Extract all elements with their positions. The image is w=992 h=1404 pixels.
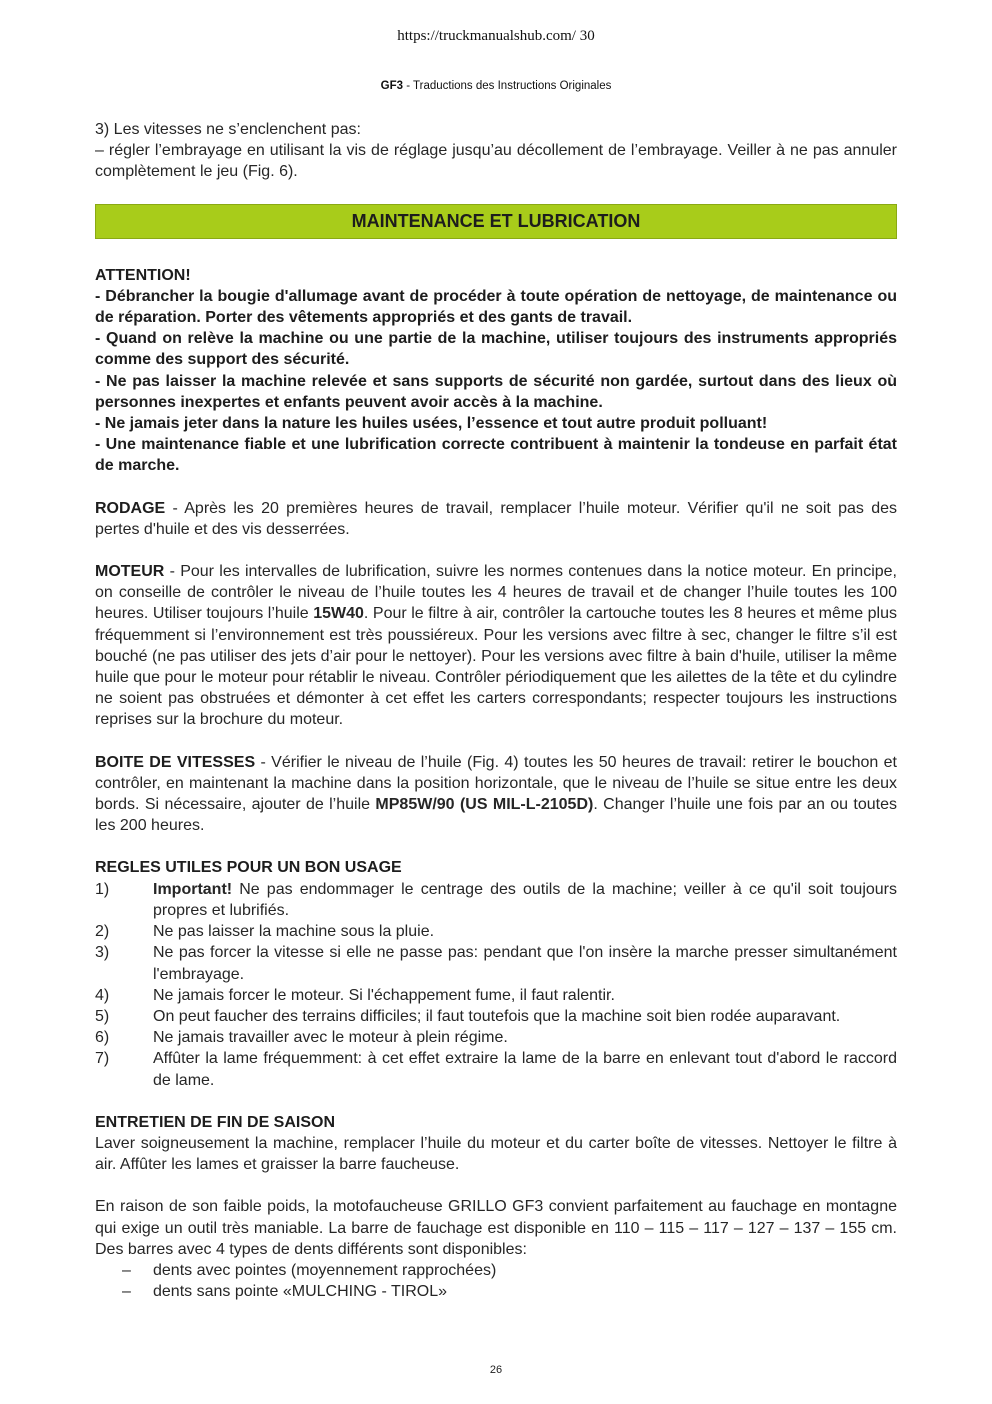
source-url: https://truckmanualshub.com/ 30 <box>397 28 595 44</box>
entretien-text: Laver soigneusement la machine, remplacer l’huile du moteur et du carter boîte de vitesses. Nettoyer le filtre à air. Affûter les lames et graisser la barre faucheuse. <box>95 1134 897 1174</box>
rodage-paragraph <box>95 498 897 540</box>
boite-oil: MP85W/90 (US MIL-L-2105D) <box>375 796 594 814</box>
item-text: Ne pas forcer la vitesse si elle ne passe pas: pendant que l'on insère la marche presser simultanément l'embrayage. <box>153 944 897 983</box>
item-text: Ne pas endommager le centrage des outils de la machine; veiller à ce qu'il soit toujours propres et lubrifiés. <box>153 880 897 919</box>
item-text: Ne jamais travailler avec le moteur à plein régime. <box>153 1029 508 1047</box>
dash-bullet: – <box>122 1261 131 1279</box>
attention-item: - Une maintenance fiable et une lubrification correcte contribuent à maintenir la tondeuse en parfait état de marche. <box>95 436 897 475</box>
attention-item: - Ne jamais jeter dans la nature les huiles usées, l’essence et tout autre produit polluant! <box>95 415 768 433</box>
list-item <box>95 1260 897 1281</box>
teeth-list <box>95 1260 897 1302</box>
boite-text-2: . Changer l’huile une fois par an ou toutes les 200 heures. <box>95 796 897 835</box>
rodage-text: - Après les 20 premières heures de travail, remplacer l’huile moteur. Vérifier qu'il ne soit pas des pertes d'huile et des vis desserrées. <box>95 499 897 538</box>
boite-label: BOITE DE VITESSES <box>95 753 256 771</box>
regles-title: REGLES UTILES POUR UN BON USAGE <box>95 859 402 877</box>
item-number: 4) <box>95 986 110 1004</box>
moteur-text-2: . Pour le filtre à air, contrôler la cartouche toutes les 8 heures et même plus fréquemment si l’environnement est très poussiéreux. Pour les versions avec filtre à sec, changer le filtre s’il est bouché (ne pas utiliser des jets d’air pour le nettoyer). Pour les versions avec filtre à bain d'huile, utiliser la même huile que pour le moteur pour rétablir le niveau. Contrôler périodiquement que les ailettes de la tête et du cylindre ne soient pas obstruées et démonter à cet effet les carters correspondants; respecter toujours les instructions reprises sur la brochure du moteur. <box>95 605 898 729</box>
attention-item: - Ne pas laisser la machine relevée et sans supports de sécurité non gardée, surtout dans des lieux où personnes inexpertes et enfants peuvent avoir accès à la machine. <box>95 372 897 411</box>
attention-block <box>95 265 897 477</box>
list-item <box>95 879 897 921</box>
boite-paragraph <box>95 752 897 837</box>
doc-code: GF3 <box>380 80 403 92</box>
regles-list <box>95 879 897 1091</box>
item-text: dents sans pointe «MULCHING - TIROL» <box>153 1283 448 1301</box>
section-banner <box>95 204 897 239</box>
page-content <box>95 119 897 1302</box>
important-label: Important! <box>153 880 233 898</box>
moteur-label: MOTEUR <box>95 563 165 581</box>
document-header <box>0 80 992 92</box>
dash-bullet: – <box>122 1283 131 1301</box>
rodage-label: RODAGE <box>95 499 166 517</box>
item-text: Ne pas laisser la machine sous la pluie. <box>153 923 435 941</box>
moteur-oil: 15W40 <box>313 605 364 623</box>
list-item <box>95 1027 897 1048</box>
item-number: 7) <box>95 1050 110 1068</box>
list-item <box>95 1006 897 1027</box>
intro-line-1: 3) Les vitesses ne s’enclenchent pas: <box>95 121 361 138</box>
item-number: 6) <box>95 1029 110 1047</box>
list-item <box>95 921 897 942</box>
final-paragraph: En raison de son faible poids, la motofaucheuse GRILLO GF3 convient parfaitement au fauchage en montagne qui exige un outil très maniable. La barre de fauchage est disponible en 110 – 115 – 117 – 127 – 137 – 155 cm. Des barres avec 4 types de dents différents sont disponibles: <box>95 1198 897 1258</box>
item-text: On peut faucher des terrains difficiles; il faut toutefois que la machine soit bien rodée auparavant. <box>153 1007 841 1025</box>
page-number: 26 <box>489 1364 503 1376</box>
list-item <box>95 985 897 1006</box>
attention-item: - Quand on relève la machine ou une partie de la machine, utiliser toujours des instruments appropriés comme des support des sécurité. <box>95 330 897 369</box>
item-number: 1) <box>95 880 110 898</box>
entretien-title: ENTRETIEN DE FIN DE SAISON <box>95 1113 336 1131</box>
moteur-paragraph <box>95 561 897 731</box>
list-item <box>95 1048 897 1090</box>
list-item <box>95 942 897 984</box>
list-item <box>95 1281 897 1302</box>
item-text: dents avec pointes (moyennement rapprochées) <box>153 1261 497 1279</box>
item-number: 3) <box>95 944 110 962</box>
attention-item: - Débrancher la bougie d'allumage avant de procéder à toute opération de nettoyage, de maintenance ou de réparation. Porter des vêtements appropriés et des gants de travail. <box>95 287 897 327</box>
item-text: Affûter la lame fréquemment: à cet effet extraire la lame de la barre en enlevant tout d'abord le raccord de lame. <box>153 1050 897 1089</box>
attention-title: ATTENTION! <box>95 266 191 284</box>
item-number: 5) <box>95 1007 110 1025</box>
boite-text-1: - Vérifier le niveau de l’huile (Fig. 4) toutes les 50 heures de travail: retirer le bouchon et contrôler, en maintenant la machine dans la position horizontale, que le niveau de l’huile se situe entre les deux bords. Si nécessaire, ajouter de l’huile <box>95 753 897 814</box>
doc-subtitle: - Traductions des Instructions Originales <box>403 80 612 92</box>
moteur-text-1: - Pour les intervalles de lubrification, suivre les normes contenues dans la notice moteur. En principe, on conseille de contrôler le niveau de l’huile toutes les 4 heures de travail et de changer l’huile toutes les 100 heures. Utiliser toujours l’huile <box>95 563 897 623</box>
intro-line-2: – régler l’embrayage en utilisant la vis de réglage jusqu’au décollement de l’embrayage. Veiller à ne pas annuler complètement le jeu (Fig. 6). <box>95 142 897 181</box>
item-number: 2) <box>95 923 110 941</box>
section-title: MAINTENANCE ET LUBRICATION <box>351 210 641 231</box>
item-text: Ne jamais forcer le moteur. Si l'échappement fume, il faut ralentir. <box>153 986 615 1004</box>
